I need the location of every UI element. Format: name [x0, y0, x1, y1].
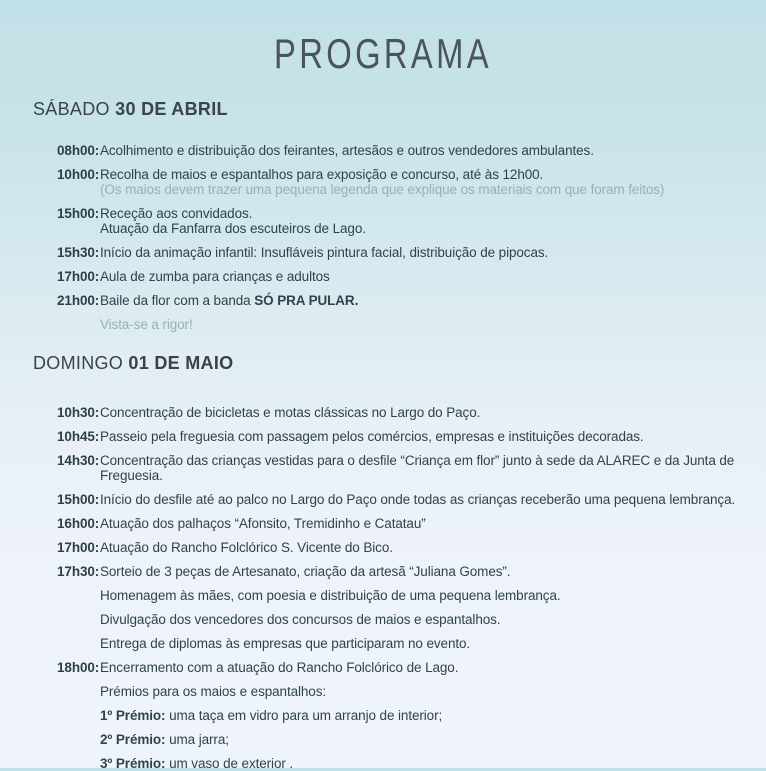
event-description: [100, 143, 742, 158]
prize-text: uma taça em vidro para um arranjo de interior;: [165, 708, 443, 723]
event-text: Atuação do Rancho Folclórico S. Vicente do Bico.: [100, 540, 393, 555]
event-description: [100, 612, 742, 627]
prize-row: [0, 708, 766, 723]
event-description: [100, 588, 742, 603]
event-text-bold: SÓ PRA PULAR.: [250, 293, 359, 308]
schedule-continuation-row: [0, 221, 766, 236]
event-description: [100, 516, 742, 531]
event-description: [100, 269, 742, 284]
time-label: 15h30:: [57, 245, 100, 260]
schedule-row: [0, 405, 766, 420]
event-text: Passeio pela freguesia com passagem pelos comércios, empresas e instituições decoradas.: [100, 429, 644, 444]
time-label: 17h30:: [57, 564, 100, 579]
event-description: [100, 221, 742, 236]
event-note: [100, 182, 742, 197]
event-text: Início da animação infantil: Insufláveis pintura facial, distribuição de pipocas.: [100, 245, 549, 260]
schedule-row: [0, 143, 766, 158]
event-text: Homenagem às mães, com poesia e distribuição de uma pequena lembrança.: [100, 588, 561, 603]
schedule-row: [0, 206, 766, 221]
day-name: DOMINGO: [33, 353, 124, 373]
saturday-schedule: [0, 143, 766, 332]
page-title: PROGRAMA: [273, 31, 493, 78]
schedule-row: [0, 293, 766, 308]
schedule-row: [0, 269, 766, 284]
event-text: Encerramento com a atuação do Rancho Folclórico de Lago.: [100, 660, 459, 675]
schedule-row: [0, 429, 766, 444]
event-description: [100, 429, 742, 444]
event-text: Aula de zumba para crianças e adultos: [100, 269, 330, 284]
schedule-row: [0, 245, 766, 260]
time-label: 08h00:: [57, 143, 100, 158]
event-description: [100, 540, 742, 555]
prize-label: 1º Prémio:: [100, 708, 166, 723]
event-description: [100, 206, 742, 221]
time-label: 10h45:: [57, 429, 100, 444]
schedule-row: [0, 564, 766, 579]
event-text: Divulgação dos vencedores dos concursos de maios e espantalhos.: [100, 612, 501, 627]
schedule-row: [0, 660, 766, 675]
schedule-row: [0, 167, 766, 182]
time-label: 15h00:: [57, 206, 100, 221]
event-text: Início do desfile até ao palco no Largo do Paço onde todas as crianças receberão uma pequena lembrança.: [100, 492, 736, 507]
prize-description: [100, 708, 742, 723]
day-date: 30 DE ABRIL: [115, 99, 228, 119]
event-text: (Os maios devem trazer uma pequena legenda que explique os materiais com que foram feitos): [100, 182, 665, 197]
event-text: Concentração de bicicletas e motas clássicas no Largo do Paço.: [100, 405, 481, 420]
time-label: 10h30:: [57, 405, 100, 420]
event-text: Prémios para os maios e espantalhos:: [100, 684, 327, 699]
prize-label: 3º Prémio:: [100, 756, 166, 771]
time-label: 15h00:: [57, 492, 100, 507]
schedule-continuation-row: [0, 636, 766, 651]
time-label: 17h00:: [57, 540, 100, 555]
prize-label: 2º Prémio:: [100, 732, 166, 747]
schedule-continuation-row: [0, 612, 766, 627]
section-heading-sunday: [33, 354, 766, 373]
event-text: Sorteio de 3 peças de Artesanato, criação da artesã “Juliana Gomes”.: [100, 564, 511, 579]
event-description: [100, 684, 742, 699]
schedule-continuation-row: [0, 684, 766, 699]
event-text: Recolha de maios e espantalhos para exposição e concurso, até às 12h00.: [100, 167, 544, 182]
event-description: [100, 245, 742, 260]
schedule-row: [0, 453, 766, 483]
event-text: Baile da flor com a banda: [100, 293, 251, 308]
time-label: 16h00:: [57, 516, 100, 531]
schedule-row: [0, 492, 766, 507]
event-description: [100, 564, 742, 579]
event-text: Concentração das crianças vestidas para o desfile “Criança em flor” junto à sede da ALAREC e da Junta de Freguesia.: [100, 453, 735, 483]
event-description: [100, 636, 742, 651]
event-description: [100, 492, 742, 507]
time-label: 21h00:: [57, 293, 100, 308]
event-text: Atuação da Fanfarra dos escuteiros de Lago.: [100, 221, 366, 236]
time-label: 18h00:: [57, 660, 100, 675]
prize-row: [0, 756, 766, 771]
event-text: Entrega de diplomas às empresas que participaram no evento.: [100, 636, 471, 651]
event-text: Vista-se a rigor!: [100, 317, 193, 332]
prize-row: [0, 732, 766, 747]
event-text: Atuação dos palhaços “Afonsito, Tremidinho e Catatau”: [100, 516, 426, 531]
event-text: Receção aos convidados.: [100, 206, 253, 221]
prize-text: um vaso de exterior .: [165, 756, 294, 771]
day-name: SÁBADO: [33, 99, 110, 119]
event-description: [100, 293, 742, 308]
schedule-row: [0, 540, 766, 555]
event-description: [100, 405, 742, 420]
schedule-note-row: [0, 317, 766, 332]
time-label: 10h00:: [57, 167, 100, 182]
time-label: 17h00:: [57, 269, 100, 284]
schedule-note-row: [0, 182, 766, 197]
prize-description: [100, 756, 742, 771]
event-description: [100, 453, 742, 483]
sunday-schedule: [0, 405, 766, 771]
event-text: Acolhimento e distribuição dos feirantes, artesãos e outros vendedores ambulantes.: [100, 143, 594, 158]
prize-description: [100, 732, 742, 747]
day-date: 01 DE MAIO: [128, 353, 234, 373]
section-heading-saturday: [33, 100, 766, 119]
event-description: [100, 167, 742, 182]
schedule-continuation-row: [0, 588, 766, 603]
event-note: [100, 317, 742, 332]
schedule-row: [0, 516, 766, 531]
prize-text: uma jarra;: [165, 732, 229, 747]
time-label: 14h30:: [57, 453, 100, 468]
event-description: [100, 660, 742, 675]
